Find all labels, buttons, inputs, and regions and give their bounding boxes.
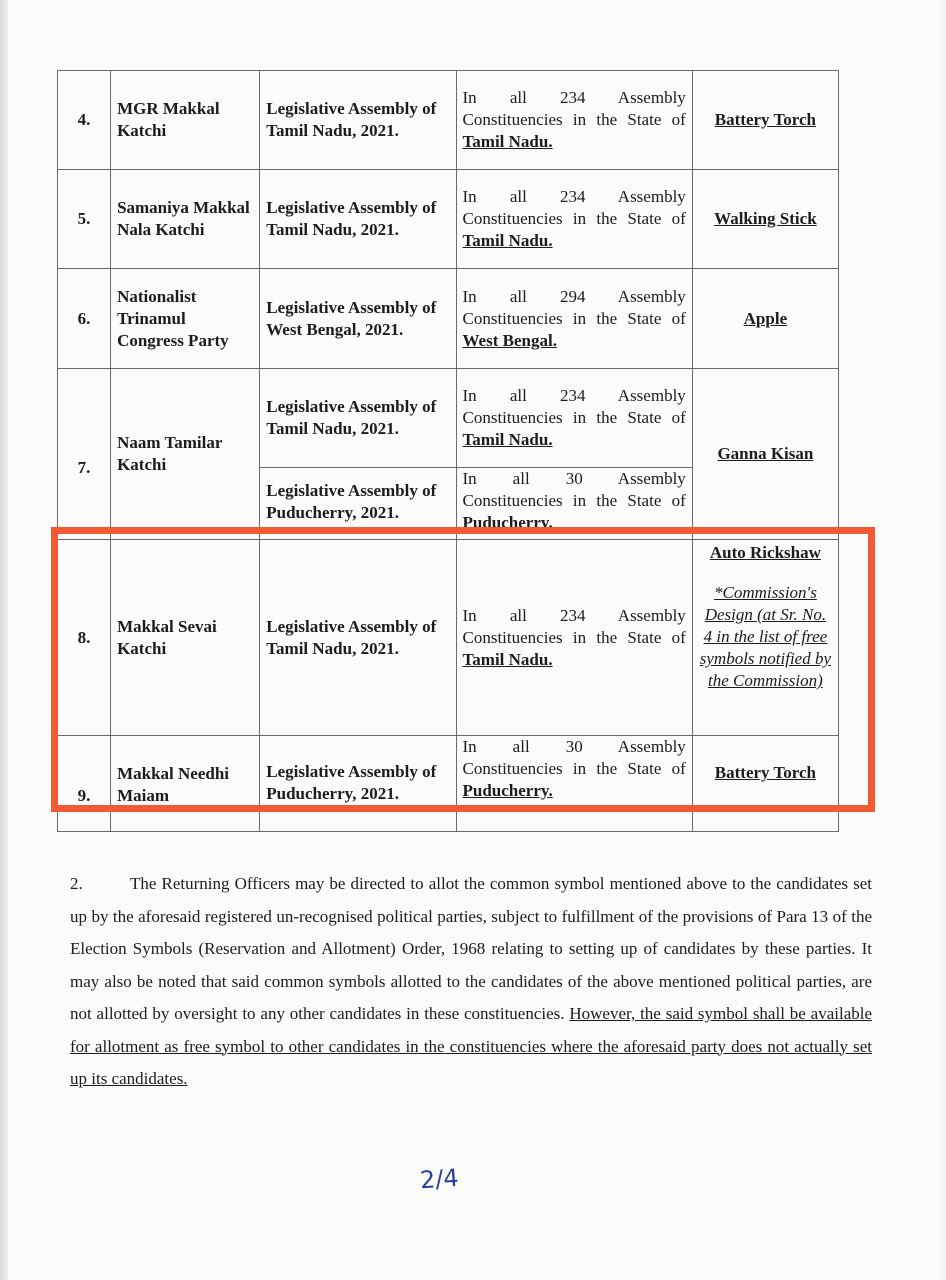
paragraph-underlined-text: However, the said symbol shall be available for allotment as free symbol to other candidates in the constituencies where the aforesaid party does not actually set up its candidates. [70,1004,873,1088]
party-name: Samaniya Makkal Nala Katchi [111,170,260,269]
table-row [58,269,839,369]
symbol-name: Walking Stick [714,209,817,228]
election-name: Legislative Assembly of Tamil Nadu, 2021. [260,369,456,468]
election-name-cell [260,736,456,808]
constituency-text: In all 30 Assembly Constituencies in the State of [462,469,686,510]
party-name: MGR Makkal Katchi [111,71,260,170]
party-name: Makkal Sevai Katchi [111,540,260,736]
symbol-note: *Commission's Design (at Sr. No. 4 in the list of free symbols notified by the Commission) [699,583,832,690]
party-name: Makkal Needhi Maiam [117,764,229,805]
state-name: Tamil Nadu. [462,231,553,250]
party-name-cell [111,736,260,808]
serial-number: 6. [58,269,111,369]
election-name-cell [260,468,456,540]
constituency-cell [456,269,692,369]
state-name: Puducherry. [462,781,553,800]
constituency-cell [456,468,692,540]
state-name: Tamil Nadu. [462,430,553,449]
symbol-cell [692,369,838,540]
state-name: Puducherry. [462,513,553,532]
election-name: Legislative Assembly of Tamil Nadu, 2021. [260,71,456,170]
constituency-text: In all 234 Assembly Constituencies in the State of [462,187,686,228]
constituency-cell [456,736,692,808]
serial-number: 4. [58,71,111,170]
serial-number: 7. [58,369,111,540]
empty-cell [260,808,456,832]
constituency-text: In all 234 Assembly Constituencies in the State of [462,88,686,129]
state-name: Tamil Nadu. [462,649,553,669]
constituency-cell [456,170,692,269]
constituency-text: In all 294 Assembly Constituencies in the State of [462,286,686,328]
empty-cell [456,808,692,832]
serial-number: 5. [58,170,111,269]
state-name: Tamil Nadu. [462,132,553,151]
symbol-name: Battery Torch [714,110,816,129]
constituency-text: In all 30 Assembly Constituencies in the State of [462,737,686,778]
election-name: Legislative Assembly of Tamil Nadu, 2021. [260,540,456,736]
symbol-cell [692,269,838,369]
symbol-name: Ganna Kisan [717,444,814,463]
election-name: Legislative Assembly of Tamil Nadu, 2021. [260,170,456,269]
constituency-text: In all 234 Assembly Constituencies in the State of [462,605,686,647]
symbol-cell [692,170,838,269]
empty-cell [692,808,838,832]
symbol-cell [692,71,838,170]
symbol-name: Auto Rickshaw [709,543,821,562]
constituency-cell [456,71,692,170]
election-name: Legislative Assembly of Puducherry, 2021. [266,481,437,522]
symbol-cell [692,540,838,736]
serial-number-text: 9. [77,786,91,805]
handwritten-page-mark: 2/4 [419,1163,460,1195]
empty-cell [58,808,111,832]
table-row [58,369,839,468]
state-name: West Bengal. [462,330,557,350]
party-name: Naam Tamilar Katchi [111,369,260,540]
serial-number: 8. [58,540,111,736]
party-name: Nationalist Trinamul Congress Party [111,269,260,369]
paragraph-text: The Returning Officers may be directed to allot the common symbol mentioned above to the candidates set up by the aforesaid registered un-recognised political parties, subject to fulfillment of the provisions of Para 13 of the Election Symbols (Reservation and Allotment) Order, 1968 relating to setting up of candidates by these parties. It may also be noted that said common symbols allotted to the candidates of the above mentioned political parties, are not allotted by oversight to any other candidates in these constituencies. [70,874,872,1023]
serial-number [58,736,111,808]
table-row [58,808,839,832]
paragraph-number: 2. [70,874,83,893]
table-row [58,71,839,170]
constituency-cell [456,369,692,468]
symbols-table [57,70,839,832]
table-row [58,540,839,736]
constituency-text: In all 234 Assembly Constituencies in the State of [462,386,686,427]
empty-cell [111,808,260,832]
symbol-cell [692,736,838,808]
constituency-cell [456,540,692,736]
symbol-name: Apple [743,308,788,328]
paragraph-2 [70,868,872,1096]
table-row [58,736,839,808]
symbol-name: Battery Torch [714,763,816,782]
election-name: Legislative Assembly of West Bengal, 2021. [260,269,456,369]
election-name: Legislative Assembly of Puducherry, 2021. [266,761,437,803]
table-row [58,170,839,269]
